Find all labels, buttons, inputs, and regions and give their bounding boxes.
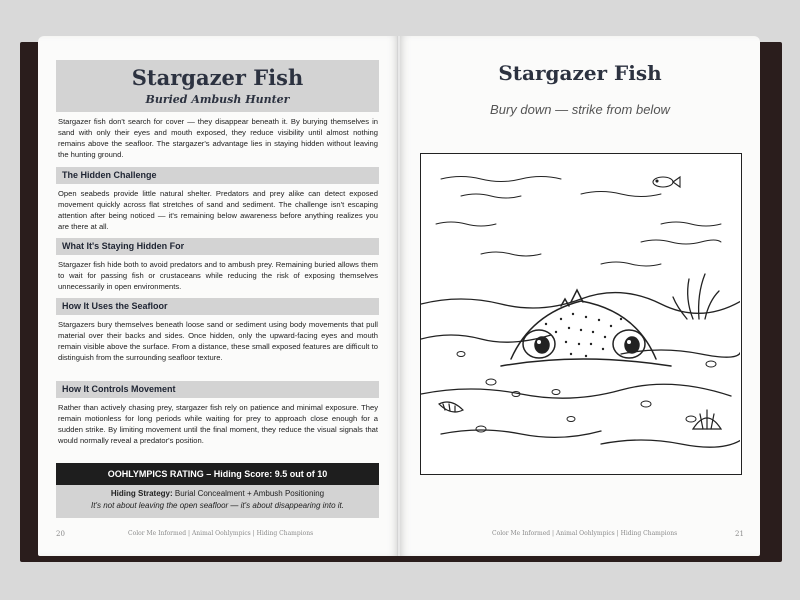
section-text: Open seabeds provide little natural shelter. Predators and prey alike can detect exposed movement quickly across flat stretches of sand and sediment. The challenge isn't escaping attention after being noticed — it's remaining below awareness before anything realizes you are there at all. — [58, 189, 378, 231]
section-text: Rather than actively chasing prey, stargazer fish rely on patience and minimal exposure. They remain motionless for long periods while waiting for prey to approach close enough for a sudden strike. By limiting movement until the final moment, they reduce the visual signals that would normally reveal a predator's position. — [58, 403, 378, 445]
stargazer-coloring-illustration — [421, 154, 740, 473]
section-heading: How It Controls Movement — [56, 381, 379, 398]
page-number: 21 — [735, 530, 744, 538]
section-heading: How It Uses the Seafloor — [56, 298, 379, 315]
intro-paragraph: Stargazer fish don't search for cover — they disappear beneath it. By burying themselves in sand with only their eyes and mouth exposed, they reduce visibility until almost nothing remains above the seafloor. The stargazer's advantage lies in staying hidden without leaving the hunting ground. — [58, 117, 378, 159]
page-title: Stargazer Fish — [131, 65, 304, 90]
tagline: It's not about leaving the open seafloor — it's about disappearing into it. — [91, 501, 344, 510]
rating-details — [56, 485, 379, 518]
small-fish-icon — [653, 177, 680, 187]
right-page — [400, 36, 760, 556]
page-subtitle: Buried Ambush Hunter — [145, 93, 290, 106]
title-banner — [56, 60, 379, 112]
strategy-label: Hiding Strategy: — [110, 489, 173, 498]
page-title: Stargazer Fish — [498, 61, 662, 85]
shell-icon — [439, 402, 463, 412]
page-subtitle: Bury down — strike from below — [490, 102, 670, 117]
page-number: 20 — [56, 530, 65, 538]
section-heading: The Hidden Challenge — [56, 167, 379, 184]
stargazer-head-icon — [501, 290, 671, 366]
page-footer: Color Me Informed | Animal Oohlympics | Hiding Champions — [492, 530, 678, 537]
rating-bar: OOHLYMPICS RATING – Hiding Score: 9.5 out of 10 — [56, 463, 379, 485]
coloring-frame — [420, 153, 742, 475]
section-heading: What It's Staying Hidden For — [56, 238, 379, 255]
section-text: Stargazer fish hide both to avoid predators and to ambush prey. Remaining buried allows them to wait for passing fish or crustaceans while reducing the risk of exposing themselves unnecessarily in open environments. — [58, 260, 378, 291]
hiding-strategy — [56, 489, 379, 498]
page-footer: Color Me Informed | Animal Oohlympics | Hiding Champions — [128, 530, 314, 537]
left-page — [38, 36, 398, 556]
clam-shell-icon — [693, 410, 721, 429]
strategy-value: Burial Concealment + Ambush Positioning — [174, 489, 325, 498]
section-text: Stargazers bury themselves beneath loose sand or sediment using body movements that pull material over their backs and sides. Once hidden, only the upward-facing eyes and mouth remain visible above the surface. From a distance, these small exposed features are difficult to distinguish from the surrounding seafloor texture. — [58, 320, 378, 362]
